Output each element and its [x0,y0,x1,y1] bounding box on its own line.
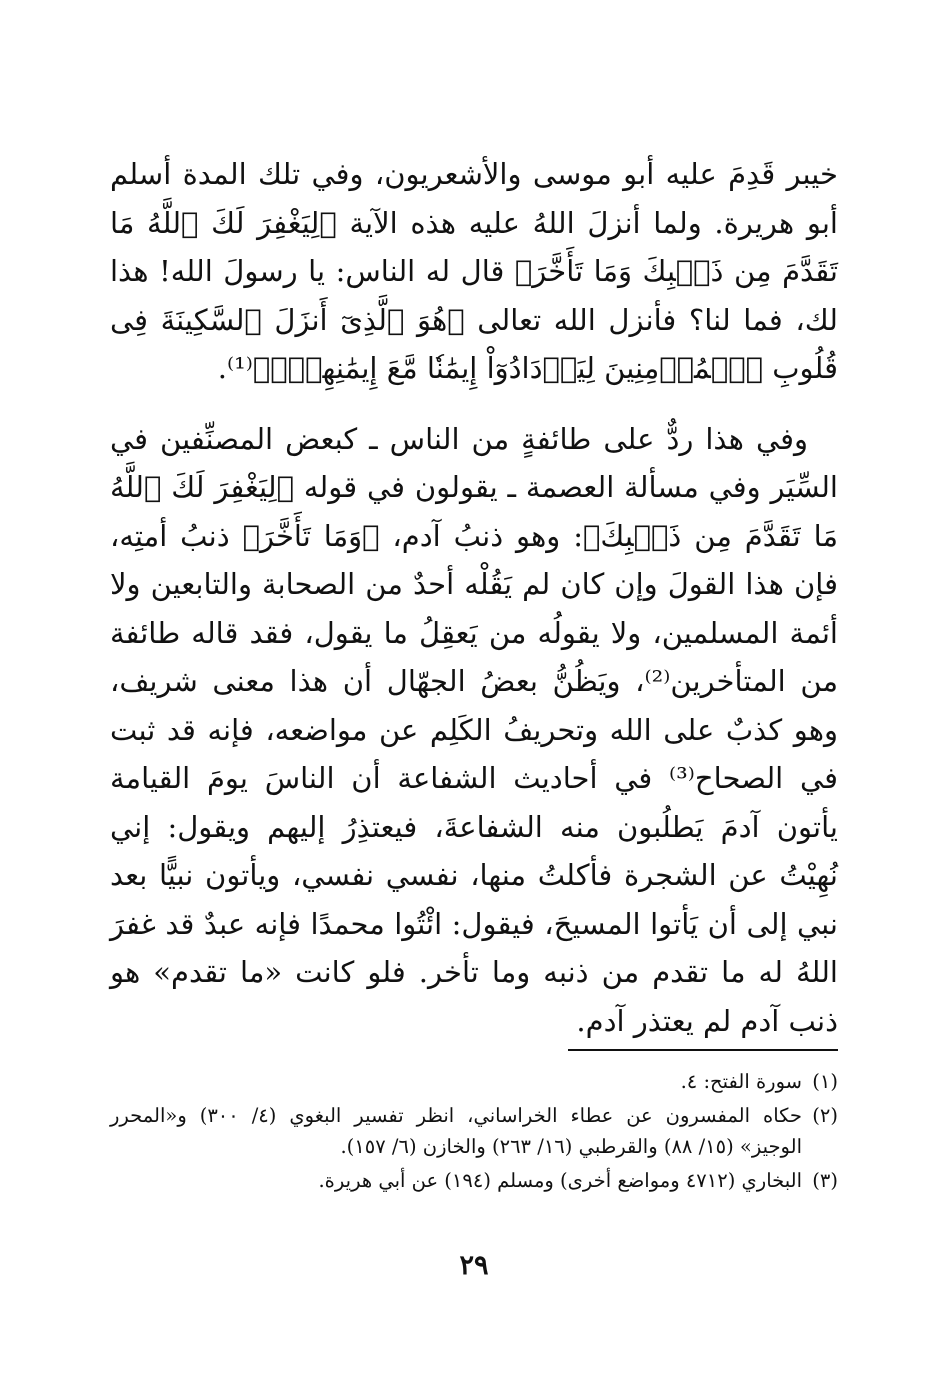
paragraph-2: وفي هذا ردٌّ على طائفةٍ من الناس ـ كبعض المصنِّفين في السِّيَر وفي مسألة العصمة ـ يقولون في قوله ﴿لِيَغْفِرَ لَكَ ٱللَّهُ مَا تَقَدَّمَ مِن ذَنۢبِكَ﴾: وهو ذنبُ آدم، ﴿وَمَا تَأَخَّرَ﴾ ذنبُ أمتِه، فإن هذا القولَ وإن كان لم يَقُلْه أحدٌ من الصحابة والتابعين ولا أئمة المسلمين، ولا يقولُه من يَعقِلُ ما يقول، فقد قاله طائفة من المتأخرين⁽²⁾، ويَظُنُّ بعضُ الجهّال أن هذا معنى شريف، وهو كذبٌ على الله وتحريفُ الكَلِم عن مواضعه، فإنه قد ثبت في الصحاح⁽³⁾ في أحاديث الشفاعة أن الناسَ يومَ القيامة يأتون آدمَ يَطلُبون منه الشفاعةَ، فيعتذِرُ إليهم ويقول: إني نُهِيْتُ عن الشجرة فأكلتُ منها، نفسي نفسي، ويأتون نبيًّا بعد نبي إلى أن يَأتوا المسيحَ، فيقول: ائْتُوا محمدًا فإنه عبدٌ قد غفرَ اللهُ له ما تقدم من ذنبه وما تأخر. فلو كانت «ما تقدم» هو ذنب آدم لم يعتذر آدم. [110,421,839,1038]
footnote-number: (١) [812,1070,838,1093]
footnote-number: (٢) [812,1104,838,1127]
footnote-text: البخاري (٤٧١٢ ومواضع أخرى) ومسلم (١٩٤) عن أبي هريرة. [318,1169,802,1192]
footnotes [110,1066,838,1199]
footnote-divider [568,1049,838,1051]
main-text [110,150,838,1045]
footnote-1 [110,1066,838,1097]
paragraph-1: خيبر قَدِمَ عليه أبو موسى والأشعريون، وفي تلك المدة أسلم أبو هريرة. ولما أنزلَ اللهُ عليه هذه الآية ﴿لِيَغْفِرَ لَكَ ٱللَّهُ مَا تَقَدَّمَ مِن ذَنۢبِكَ وَمَا تَأَخَّرَ﴾ قال له الناس: يا رسولَ الله! هذا لك، فما لنا؟ فأنزل الله تعالى ﴿هُوَ ٱلَّذِىٓ أَنزَلَ ٱلسَّكِينَةَ فِى قُلُوبِ ٱلۡمُؤۡمِنِينَ لِيَزۡدَادُوٓاْ إِيمَٰنٗا مَّعَ إِيمَٰنِهِمۡۗ﴾⁽¹⁾. [110,157,838,385]
footnote-2 [110,1100,838,1162]
footnote-3 [110,1165,838,1196]
footnote-text: حكاه المفسرون عن عطاء الخراساني، انظر تفسير البغوي (٤/ ٣٠٠) و«المحرر الوجيز» (١٥/ ٨٨) والقرطبي (١٦/ ٢٦٣) والخازن (٦/ ١٥٧). [110,1104,802,1158]
page-number: ٢٩ [459,1250,489,1281]
footnote-number: (٣) [812,1169,838,1192]
footnote-text: سورة الفتح: ٤. [680,1070,802,1093]
